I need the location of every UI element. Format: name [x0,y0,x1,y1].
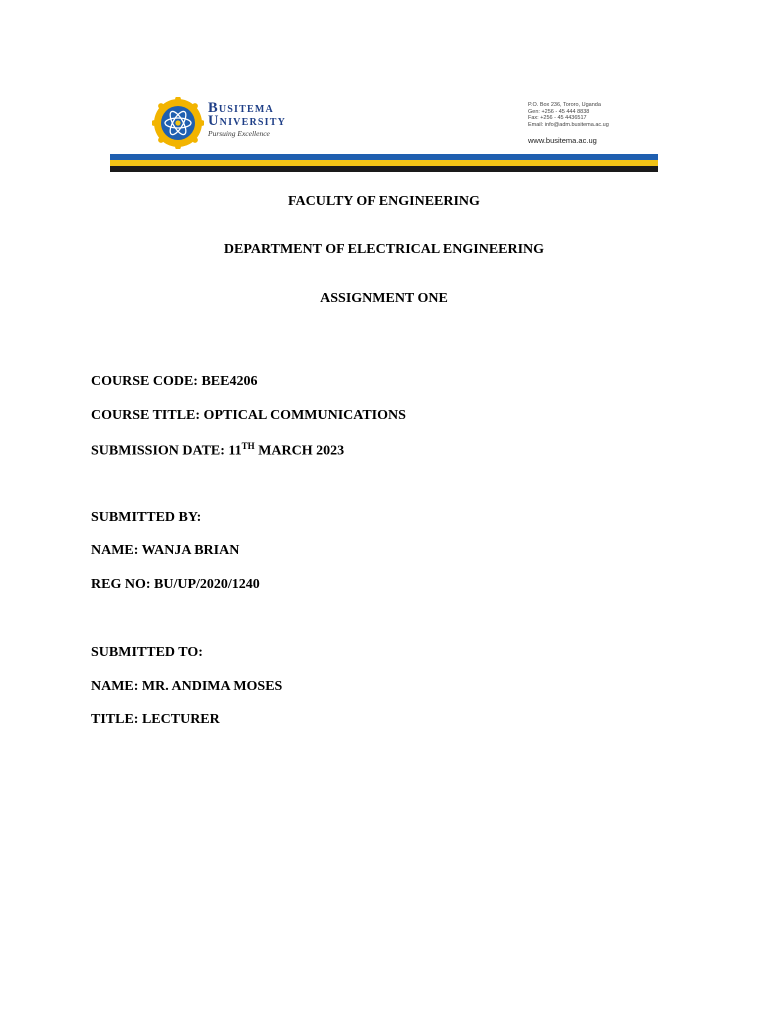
submission-date-suffix: MARCH 2023 [254,443,345,459]
submitted-by-heading: SUBMITTED BY: [91,510,202,525]
contact-line: Fax: +256 - 45 4436517 [528,115,587,122]
faculty-title: FACULTY OF ENGINEERING [288,194,480,209]
submitted-to-heading: SUBMITTED TO: [91,645,203,660]
course-code: COURSE CODE: BEE4206 [91,374,258,389]
letterhead [110,92,658,178]
submission-date-superscript: TH [241,441,255,451]
department-title: DEPARTMENT OF ELECTRICAL ENGINEERING [223,242,545,257]
student-reg-no: REG NO: BU/UP/2020/1240 [91,577,260,592]
assignment-title: ASSIGNMENT ONE [320,291,448,306]
submission-date-prefix: SUBMISSION DATE: 11 [91,443,242,459]
logo-motto: Pursuing Excellence [208,129,270,138]
student-name: NAME: WANJA BRIAN [91,543,240,558]
course-title: COURSE TITLE: OPTICAL COMMUNICATIONS [91,408,406,423]
lecturer-title: TITLE: LECTURER [91,712,220,727]
university-seal-icon [152,97,204,149]
lecturer-name: NAME: MR. ANDIMA MOSES [91,679,283,694]
letterhead-stripes [110,154,658,172]
submission-date [91,441,344,460]
logo-name-line2: University [208,113,287,129]
university-logo-text [208,102,286,138]
black-stripe [110,166,658,172]
contact-line: Gen: +256 - 45 444 8838 [528,108,590,115]
contact-line: Email: info@adm.busitema.ac.ug [528,121,609,128]
logo-name-line1: Busitema [208,100,274,116]
contact-line: P.O. Box 236, Tororo, Uganda [528,102,601,108]
contact-block [528,102,609,128]
website-text: www.busitema.ac.ug [528,136,597,145]
